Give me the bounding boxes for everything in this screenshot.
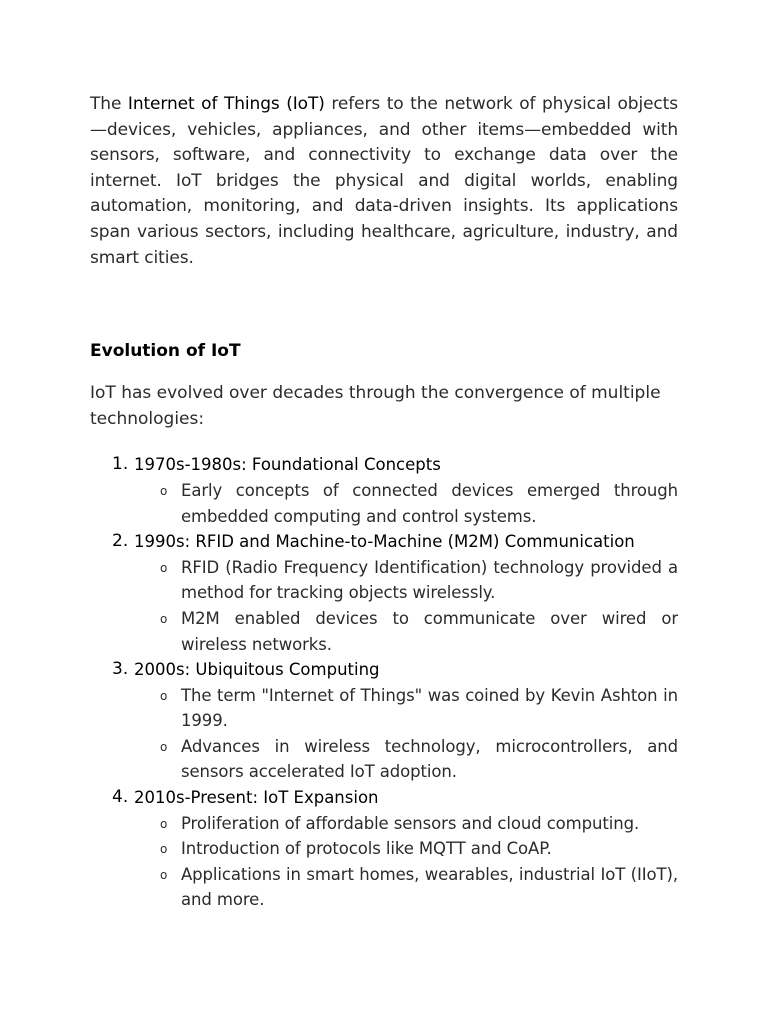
era-point (134, 811, 678, 837)
document-page (90, 92, 678, 913)
hollow-bullet-icon: o (160, 611, 168, 626)
era-points (134, 478, 678, 529)
hollow-bullet-icon: o (160, 842, 168, 857)
intro-paragraph (90, 92, 678, 271)
intro-lead: The (90, 94, 128, 114)
point-text: Introduction of protocols like MQTT and CoAP. (181, 839, 552, 859)
point-text: Advances in wireless technology, microcontrollers, and sensors accelerated IoT adoption. (181, 736, 678, 782)
era-point (134, 606, 678, 657)
era-point (134, 683, 678, 734)
intro-rest: refers to the network of physical objects—devices, vehicles, appliances, and other items—embedded with sensors, software, and connectivity to exchange data over the internet. IoT bridges the physical and digital worlds, enabling automation, monitoring, and data-driven insights. Its applications span various sectors, including healthcare, agriculture, industry, and smart cities. (90, 94, 679, 268)
hollow-bullet-icon: o (160, 560, 168, 575)
point-text: RFID (Radio Frequency Identification) technology provided a method for tracking objects wirelessly. (181, 557, 678, 603)
point-text: M2M enabled devices to communicate over wired or wireless networks. (181, 608, 678, 654)
era-point (134, 555, 678, 606)
hollow-bullet-icon: o (160, 688, 168, 703)
era-point (134, 478, 678, 529)
era-item (90, 452, 678, 529)
eras-list (90, 452, 678, 913)
era-point (134, 836, 678, 862)
intro-term: Internet of Things (IoT) (127, 94, 325, 114)
era-item (90, 657, 678, 785)
era-points (134, 555, 678, 657)
era-item (90, 529, 678, 657)
hollow-bullet-icon: o (160, 483, 168, 498)
point-text: Early concepts of connected devices emerged through embedded computing and control systems. (181, 480, 678, 526)
point-text: Applications in smart homes, wearables, industrial IoT (IIoT), and more. (181, 864, 678, 910)
point-text: The term "Internet of Things" was coined by Kevin Ashton in 1999. (181, 685, 678, 731)
era-item (90, 785, 678, 913)
section-heading: Evolution of IoT (90, 341, 241, 362)
hollow-bullet-icon: o (160, 739, 168, 754)
section-intro: IoT has evolved over decades through the convergence of multiple technologies: (90, 383, 661, 429)
era-title: 2010s-Present: IoT Expansion (134, 788, 379, 808)
era-number: 1. (112, 454, 129, 475)
era-points (134, 683, 678, 785)
era-number: 4. (112, 787, 129, 808)
era-point (134, 734, 678, 785)
point-text: Proliferation of affordable sensors and cloud computing. (181, 813, 640, 833)
era-number: 2. (112, 531, 129, 552)
era-number: 3. (112, 659, 129, 680)
era-title: 1970s-1980s: Foundational Concepts (134, 455, 441, 475)
era-title: 2000s: Ubiquitous Computing (134, 660, 380, 680)
hollow-bullet-icon: o (160, 867, 168, 882)
era-title: 1990s: RFID and Machine-to-Machine (M2M) Communication (134, 532, 635, 552)
era-points (134, 811, 678, 913)
era-point (134, 862, 678, 913)
hollow-bullet-icon: o (160, 816, 168, 831)
